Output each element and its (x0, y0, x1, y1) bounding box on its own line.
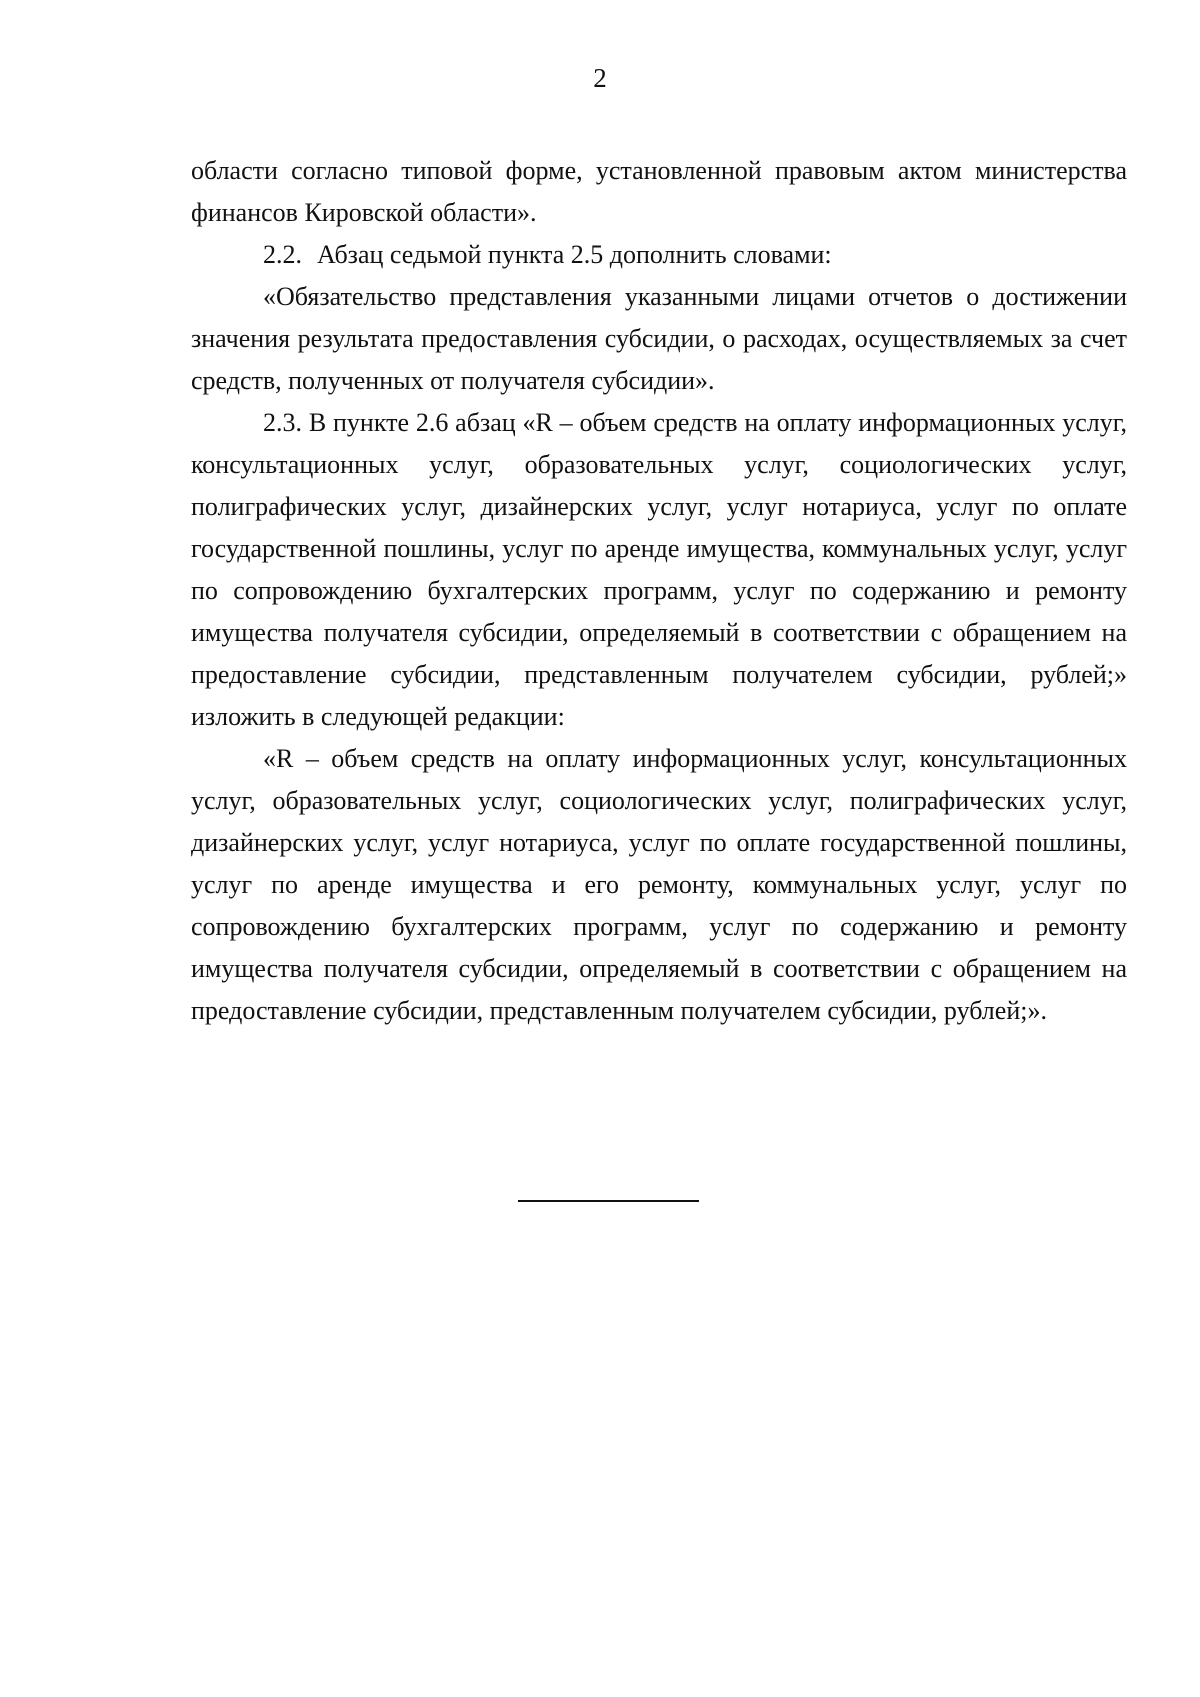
paragraph-quote-new-wording (191, 738, 1127, 1032)
paragraph-text: 2.3. В пункте 2.6 абзац «R – объем средств на оплату информационных услуг, консультационных услуг, образовательных услуг, социологических услуг, полиграфических услуг, дизайнерских услуг, услуг нотариуса, услуг по оплате государственной пошлины, услуг по аренде имущества, коммунальных услуг, услуг по сопровождению бухгалтерских программ, услуг по содержанию и ремонту имущества получателя субсидии, определяемый в соответствии с обращением на предоставление субсидии, представленным получателем субсидии, рублей;» изложить в следующей редакции: (191, 408, 1127, 731)
paragraph-2-2 (191, 234, 1127, 276)
paragraph-text: «Обязательство представления указанными лицами отчетов о достижении значения результата предоставления субсидии, о расходах, осуществляемых за счет средств, полученных от получателя субсидии». (191, 282, 1127, 395)
paragraph-text: «R – объем средств на оплату информационных услуг, консультационных услуг, образовательных услуг, социологических услуг, полиграфических услуг, дизайнерских услуг, услуг нотариуса, услуг по оплате государственной пошлины, услуг по аренде имущества и его ремонту, коммунальных услуг, услуг по сопровождению бухгалтерских программ, услуг по содержанию и ремонту имущества получателя субсидии, определяемый в соответствии с обращением на предоставление субсидии, представленным получателем субсидии, рублей;». (191, 744, 1127, 1025)
paragraph-text: Абзац седьмой пункта 2.5 дополнить словами: (317, 240, 832, 269)
end-of-text-rule (518, 1200, 699, 1202)
paragraph-number: 2.2. (263, 240, 302, 269)
paragraph-2-3 (191, 402, 1127, 738)
paragraph-text: области согласно типовой форме, установленной правовым актом министерства финансов Кировской области». (191, 156, 1127, 227)
paragraph-continuation (191, 150, 1127, 234)
page-number: 2 (593, 63, 607, 93)
document-body (191, 150, 1127, 1032)
paragraph-quote-obligation (191, 276, 1127, 402)
